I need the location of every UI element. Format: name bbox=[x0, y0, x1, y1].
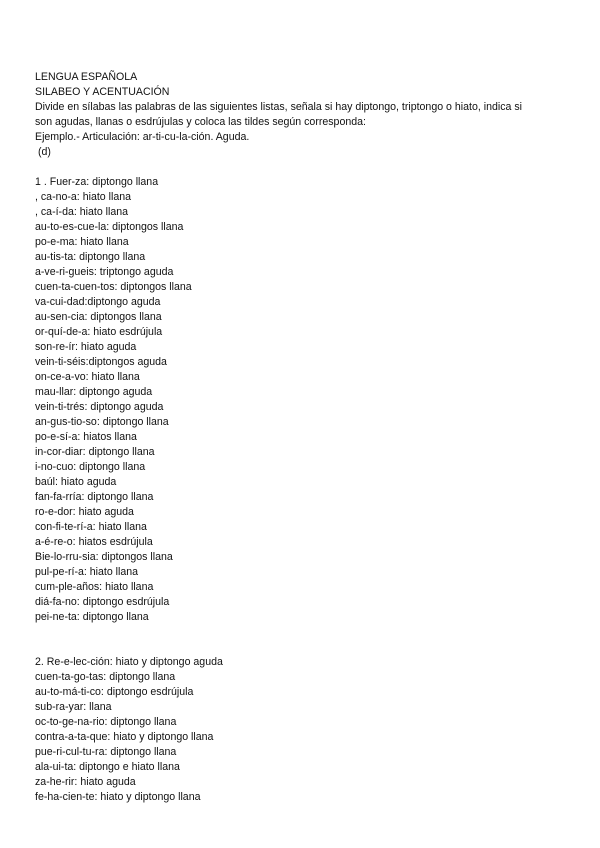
document-title: LENGUA ESPAÑOLA bbox=[35, 71, 138, 83]
list-item: in-cor-diar: diptongo llana bbox=[35, 446, 155, 458]
list-item: vein-ti-séis:diptongos aguda bbox=[35, 356, 167, 368]
list-item: za-he-rir: hiato aguda bbox=[35, 776, 136, 788]
instructions-line-2: son agudas, llanas o esdrújulas y coloca las tildes según corresponda: bbox=[35, 116, 366, 128]
list-item: , ca-no-a: hiato llana bbox=[35, 191, 131, 203]
list-item: au-tis-ta: diptongo llana bbox=[35, 251, 146, 263]
example-line: Ejemplo.- Articulación: ar-ti-cu-la-ción. Aguda. bbox=[35, 131, 250, 143]
list-item: po-e-ma: hiato llana bbox=[35, 236, 129, 248]
list-item: baúl: hiato aguda bbox=[35, 476, 117, 488]
list-item: oc-to-ge-na-rio: diptongo llana bbox=[35, 716, 177, 728]
list-item: va-cui-dad:diptongo aguda bbox=[35, 296, 161, 308]
list-item: au-to-es-cue-la: diptongos llana bbox=[35, 221, 184, 233]
list-item: or-quí-de-a: hiato esdrújula bbox=[35, 326, 163, 338]
document-subtitle: SILABEO Y ACENTUACIÓN bbox=[35, 86, 170, 98]
list-item: po-e-sí-a: hiatos llana bbox=[35, 431, 137, 443]
list-item: sub-ra-yar: llana bbox=[35, 701, 112, 713]
exercise-list-2 bbox=[35, 655, 575, 805]
list-item: vein-ti-trés: diptongo aguda bbox=[35, 401, 164, 413]
list-item: pul-pe-rí-a: hiato llana bbox=[35, 566, 139, 578]
list-item: fe-ha-cien-te: hiato y diptongo llana bbox=[35, 791, 201, 803]
list-item: contra-a-ta-que: hiato y diptongo llana bbox=[35, 731, 214, 743]
instructions-line-1: Divide en sílabas las palabras de las siguientes listas, señala si hay diptongo, triptongo o hiato, indica si bbox=[35, 101, 523, 113]
spacer bbox=[35, 625, 575, 655]
list-item: a-ve-ri-gueis: triptongo aguda bbox=[35, 266, 174, 278]
list-item: son-re-ír: hiato aguda bbox=[35, 341, 137, 353]
spacer bbox=[35, 160, 575, 175]
list-item: fan-fa-rría: diptongo llana bbox=[35, 491, 154, 503]
note-line: (d) bbox=[35, 146, 51, 158]
list-item: con-fi-te-rí-a: hiato llana bbox=[35, 521, 147, 533]
exercise-list-1 bbox=[35, 175, 575, 625]
list-item: pei-ne-ta: diptongo llana bbox=[35, 611, 149, 623]
list-item: a-é-re-o: hiatos esdrújula bbox=[35, 536, 153, 548]
list-item: mau-llar: diptongo aguda bbox=[35, 386, 153, 398]
list-item: diá-fa-no: diptongo esdrújula bbox=[35, 596, 170, 608]
list-item: ro-e-dor: hiato aguda bbox=[35, 506, 134, 518]
list-item: cum-ple-años: hiato llana bbox=[35, 581, 154, 593]
list-item: cuen-ta-cuen-tos: diptongos llana bbox=[35, 281, 192, 293]
list-item: au-to-má-ti-co: diptongo esdrújula bbox=[35, 686, 194, 698]
list-item: , ca-í-da: hiato llana bbox=[35, 206, 129, 218]
list-item: au-sen-cia: diptongos llana bbox=[35, 311, 162, 323]
list-item: an-gus-tio-so: diptongo llana bbox=[35, 416, 169, 428]
list-item: 2. Re-e-lec-ción: hiato y diptongo aguda bbox=[35, 656, 223, 668]
list-item: ala-ui-ta: diptongo e hiato llana bbox=[35, 761, 180, 773]
document-page bbox=[35, 70, 575, 805]
list-item: Bie-lo-rru-sia: diptongos llana bbox=[35, 551, 173, 563]
list-item: cuen-ta-go-tas: diptongo llana bbox=[35, 671, 176, 683]
list-item: 1 . Fuer-za: diptongo llana bbox=[35, 176, 159, 188]
list-item: i-no-cuo: diptongo llana bbox=[35, 461, 146, 473]
list-item: on-ce-a-vo: hiato llana bbox=[35, 371, 140, 383]
list-item: pue-ri-cul-tu-ra: diptongo llana bbox=[35, 746, 177, 758]
